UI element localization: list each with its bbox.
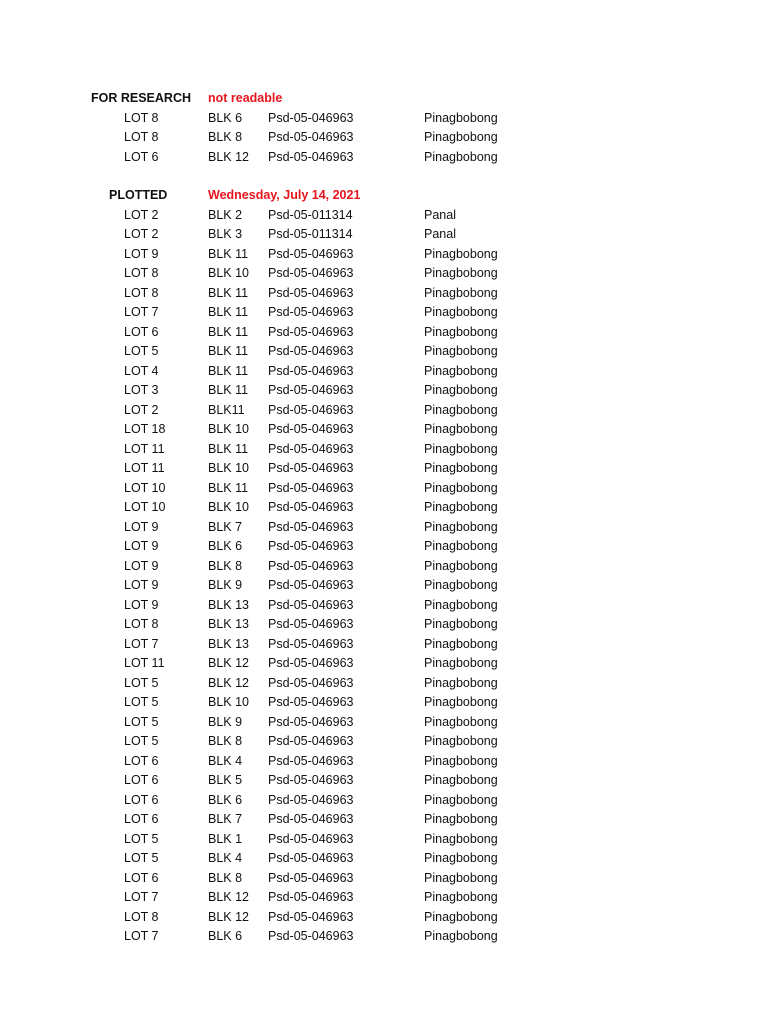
research-section xyxy=(0,89,768,167)
lot-cell: LOT 5 xyxy=(124,831,159,846)
place-cell: Pinagbobong xyxy=(424,636,498,651)
block-cell: BLK 10 xyxy=(208,461,250,475)
lot-cell: LOT 6 xyxy=(124,870,159,885)
place-cell: Pinagbobong xyxy=(424,324,498,339)
psd-cell: Psd-05-046963 xyxy=(268,480,354,495)
block-cell: BLK 6 xyxy=(208,110,243,125)
lot-cell: LOT 6 xyxy=(124,149,159,164)
lot-cell: LOT 9 xyxy=(124,597,159,612)
psd-cell: Psd-05-011314 xyxy=(268,207,353,222)
psd-cell: Psd-05-046963 xyxy=(268,246,354,261)
block-cell: BLK 10 xyxy=(208,266,250,280)
place-cell: Pinagbobong xyxy=(424,558,498,573)
psd-cell: Psd-05-046963 xyxy=(268,773,354,787)
place-cell: Pinagbobong xyxy=(424,480,498,495)
psd-cell: Psd-05-046963 xyxy=(268,344,354,358)
lot-cell: LOT 2 xyxy=(124,227,159,241)
lot-cell: LOT 7 xyxy=(124,636,159,651)
psd-cell: Psd-05-046963 xyxy=(268,675,354,690)
place-cell: Pinagbobong xyxy=(424,285,498,300)
lot-cell: LOT 4 xyxy=(124,363,159,378)
psd-cell: Psd-05-046963 xyxy=(268,870,354,885)
place-cell: Pinagbobong xyxy=(424,753,498,768)
block-cell: BLK 12 xyxy=(208,909,250,924)
psd-cell: Psd-05-046963 xyxy=(268,656,354,670)
psd-cell: Psd-05-046963 xyxy=(268,539,354,553)
table-row xyxy=(0,557,768,577)
psd-cell: Psd-05-046963 xyxy=(268,305,354,319)
plotted-section xyxy=(0,186,768,947)
plotted-label: PLOTTED xyxy=(109,188,168,202)
psd-cell: Psd-05-046963 xyxy=(268,753,354,768)
psd-cell: Psd-05-046963 xyxy=(268,324,354,339)
lot-cell: LOT 7 xyxy=(124,305,159,319)
psd-cell: Psd-05-046963 xyxy=(268,929,354,943)
place-cell: Pinagbobong xyxy=(424,851,498,865)
lot-cell: LOT 9 xyxy=(124,519,159,534)
place-cell: Pinagbobong xyxy=(424,130,498,144)
psd-cell: Psd-05-046963 xyxy=(268,149,354,164)
lot-cell: LOT 5 xyxy=(124,695,159,709)
lot-cell: LOT 7 xyxy=(124,929,159,943)
psd-cell: Psd-05-046963 xyxy=(268,519,354,534)
lot-cell: LOT 9 xyxy=(124,578,159,592)
psd-cell: Psd-05-011314 xyxy=(268,227,353,241)
psd-cell: Psd-05-046963 xyxy=(268,851,354,865)
block-cell: BLK 10 xyxy=(208,695,250,709)
lot-cell: LOT 10 xyxy=(124,480,166,495)
table-row xyxy=(0,830,768,850)
place-cell: Pinagbobong xyxy=(424,149,498,164)
table-row xyxy=(0,323,768,343)
table-row xyxy=(0,810,768,830)
table-row xyxy=(0,713,768,733)
block-cell: BLK 12 xyxy=(208,675,250,690)
block-cell: BLK 8 xyxy=(208,130,243,144)
place-cell: Pinagbobong xyxy=(424,539,498,553)
lot-cell: LOT 11 xyxy=(124,656,165,670)
table-row xyxy=(0,576,768,596)
place-cell: Pinagbobong xyxy=(424,402,498,417)
place-cell: Pinagbobong xyxy=(424,422,498,436)
block-cell: BLK 2 xyxy=(208,207,243,222)
table-row xyxy=(0,654,768,674)
block-cell: BLK 11 xyxy=(208,383,249,397)
place-cell: Pinagbobong xyxy=(424,870,498,885)
table-row xyxy=(0,927,768,947)
psd-cell: Psd-05-046963 xyxy=(268,110,354,125)
lot-cell: LOT 8 xyxy=(124,909,159,924)
place-cell: Pinagbobong xyxy=(424,500,498,514)
table-row xyxy=(0,459,768,479)
place-cell: Pinagbobong xyxy=(424,831,498,846)
table-row xyxy=(0,440,768,460)
block-cell: BLK 11 xyxy=(208,246,249,261)
lot-cell: LOT 10 xyxy=(124,500,166,514)
block-cell: BLK 13 xyxy=(208,636,250,651)
place-cell: Pinagbobong xyxy=(424,714,498,729)
lot-cell: LOT 5 xyxy=(124,734,159,748)
block-cell: BLK 12 xyxy=(208,656,250,670)
block-cell: BLK 11 xyxy=(208,324,249,339)
psd-cell: Psd-05-046963 xyxy=(268,266,354,280)
table-row xyxy=(0,771,768,791)
plotted-rows xyxy=(0,206,768,947)
block-cell: BLK 9 xyxy=(208,578,243,592)
table-row xyxy=(0,148,768,168)
place-cell: Panal xyxy=(424,207,456,222)
table-row xyxy=(0,693,768,713)
place-cell: Pinagbobong xyxy=(424,929,498,943)
place-cell: Pinagbobong xyxy=(424,890,498,904)
psd-cell: Psd-05-046963 xyxy=(268,285,354,300)
table-row xyxy=(0,401,768,421)
block-cell: BLK11 xyxy=(208,402,245,417)
place-cell: Pinagbobong xyxy=(424,695,498,709)
lot-cell: LOT 9 xyxy=(124,558,159,573)
table-row xyxy=(0,908,768,928)
block-cell: BLK 10 xyxy=(208,422,250,436)
place-cell: Pinagbobong xyxy=(424,344,498,358)
psd-cell: Psd-05-046963 xyxy=(268,617,354,631)
table-row xyxy=(0,479,768,499)
block-cell: BLK 11 xyxy=(208,285,249,300)
psd-cell: Psd-05-046963 xyxy=(268,461,354,475)
place-cell: Pinagbobong xyxy=(424,734,498,748)
table-row xyxy=(0,362,768,382)
block-cell: BLK 9 xyxy=(208,714,243,729)
psd-cell: Psd-05-046963 xyxy=(268,402,354,417)
lot-cell: LOT 2 xyxy=(124,402,159,417)
lot-cell: LOT 6 xyxy=(124,812,159,826)
table-row xyxy=(0,518,768,538)
block-cell: BLK 7 xyxy=(208,519,243,534)
table-row xyxy=(0,381,768,401)
place-cell: Pinagbobong xyxy=(424,578,498,592)
table-row xyxy=(0,752,768,772)
block-cell: BLK 4 xyxy=(208,753,243,768)
lot-cell: LOT 3 xyxy=(124,383,159,397)
block-cell: BLK 11 xyxy=(208,344,249,358)
lot-cell: LOT 11 xyxy=(124,461,165,475)
block-cell: BLK 13 xyxy=(208,617,250,631)
place-cell: Pinagbobong xyxy=(424,246,498,261)
lot-cell: LOT 8 xyxy=(124,266,159,280)
table-row xyxy=(0,615,768,635)
lot-cell: LOT 9 xyxy=(124,246,159,261)
block-cell: BLK 11 xyxy=(208,363,249,378)
lot-cell: LOT 8 xyxy=(124,110,159,125)
block-cell: BLK 8 xyxy=(208,558,243,573)
table-row xyxy=(0,869,768,889)
psd-cell: Psd-05-046963 xyxy=(268,695,354,709)
table-row xyxy=(0,791,768,811)
psd-cell: Psd-05-046963 xyxy=(268,909,354,924)
table-row xyxy=(0,284,768,304)
psd-cell: Psd-05-046963 xyxy=(268,792,354,807)
place-cell: Pinagbobong xyxy=(424,617,498,631)
psd-cell: Psd-05-046963 xyxy=(268,812,354,826)
psd-cell: Psd-05-046963 xyxy=(268,890,354,904)
table-row xyxy=(0,109,768,129)
place-cell: Pinagbobong xyxy=(424,383,498,397)
block-cell: BLK 12 xyxy=(208,149,250,164)
place-cell: Pinagbobong xyxy=(424,519,498,534)
block-cell: BLK 11 xyxy=(208,305,249,319)
block-cell: BLK 8 xyxy=(208,734,243,748)
psd-cell: Psd-05-046963 xyxy=(268,558,354,573)
research-label: FOR RESEARCH xyxy=(91,91,192,105)
psd-cell: Psd-05-046963 xyxy=(268,130,354,144)
psd-cell: Psd-05-046963 xyxy=(268,597,354,612)
block-cell: BLK 12 xyxy=(208,890,250,904)
block-cell: BLK 3 xyxy=(208,227,243,241)
lot-cell: LOT 11 xyxy=(124,441,165,456)
table-row xyxy=(0,225,768,245)
block-cell: BLK 8 xyxy=(208,870,243,885)
place-cell: Pinagbobong xyxy=(424,266,498,280)
psd-cell: Psd-05-046963 xyxy=(268,422,354,436)
table-row xyxy=(0,888,768,908)
psd-cell: Psd-05-046963 xyxy=(268,831,354,846)
table-row xyxy=(0,206,768,226)
table-row xyxy=(0,342,768,362)
table-row xyxy=(0,732,768,752)
place-cell: Pinagbobong xyxy=(424,363,498,378)
table-row xyxy=(0,498,768,518)
block-cell: BLK 6 xyxy=(208,792,243,807)
research-note: not readable xyxy=(208,91,283,105)
lot-cell: LOT 6 xyxy=(124,753,159,768)
lot-cell: LOT 8 xyxy=(124,130,159,144)
place-cell: Panal xyxy=(424,227,456,241)
block-cell: BLK 6 xyxy=(208,539,243,553)
lot-cell: LOT 9 xyxy=(124,539,159,553)
lot-cell: LOT 5 xyxy=(124,851,159,865)
table-row xyxy=(0,245,768,265)
lot-cell: LOT 8 xyxy=(124,617,159,631)
research-header-row xyxy=(0,89,768,109)
place-cell: Pinagbobong xyxy=(424,792,498,807)
place-cell: Pinagbobong xyxy=(424,597,498,612)
psd-cell: Psd-05-046963 xyxy=(268,383,354,397)
place-cell: Pinagbobong xyxy=(424,773,498,787)
psd-cell: Psd-05-046963 xyxy=(268,714,354,729)
psd-cell: Psd-05-046963 xyxy=(268,734,354,748)
block-cell: BLK 11 xyxy=(208,441,249,456)
table-row xyxy=(0,635,768,655)
lot-cell: LOT 5 xyxy=(124,675,159,690)
table-row xyxy=(0,420,768,440)
lot-cell: LOT 6 xyxy=(124,324,159,339)
lot-cell: LOT 18 xyxy=(124,422,166,436)
psd-cell: Psd-05-046963 xyxy=(268,363,354,378)
table-row xyxy=(0,128,768,148)
lot-cell: LOT 6 xyxy=(124,773,159,787)
psd-cell: Psd-05-046963 xyxy=(268,500,354,514)
plotted-header-row xyxy=(0,186,768,206)
psd-cell: Psd-05-046963 xyxy=(268,441,354,456)
psd-cell: Psd-05-046963 xyxy=(268,578,354,592)
table-row xyxy=(0,303,768,323)
block-cell: BLK 13 xyxy=(208,597,250,612)
lot-cell: LOT 8 xyxy=(124,285,159,300)
block-cell: BLK 6 xyxy=(208,929,243,943)
block-cell: BLK 11 xyxy=(208,480,249,495)
place-cell: Pinagbobong xyxy=(424,305,498,319)
place-cell: Pinagbobong xyxy=(424,909,498,924)
place-cell: Pinagbobong xyxy=(424,675,498,690)
place-cell: Pinagbobong xyxy=(424,656,498,670)
place-cell: Pinagbobong xyxy=(424,441,498,456)
block-cell: BLK 10 xyxy=(208,500,250,514)
table-row xyxy=(0,537,768,557)
research-rows xyxy=(0,109,768,168)
lot-cell: LOT 2 xyxy=(124,207,159,222)
lot-cell: LOT 5 xyxy=(124,344,159,358)
lot-cell: LOT 6 xyxy=(124,792,159,807)
psd-cell: Psd-05-046963 xyxy=(268,636,354,651)
table-row xyxy=(0,264,768,284)
block-cell: BLK 1 xyxy=(208,831,243,846)
table-row xyxy=(0,849,768,869)
lot-cell: LOT 7 xyxy=(124,890,159,904)
place-cell: Pinagbobong xyxy=(424,461,498,475)
place-cell: Pinagbobong xyxy=(424,812,498,826)
plotted-date: Wednesday, July 14, 2021 xyxy=(208,188,361,202)
lot-cell: LOT 5 xyxy=(124,714,159,729)
block-cell: BLK 5 xyxy=(208,773,243,787)
table-row xyxy=(0,674,768,694)
block-cell: BLK 4 xyxy=(208,851,243,865)
table-row xyxy=(0,596,768,616)
block-cell: BLK 7 xyxy=(208,812,243,826)
place-cell: Pinagbobong xyxy=(424,110,498,125)
